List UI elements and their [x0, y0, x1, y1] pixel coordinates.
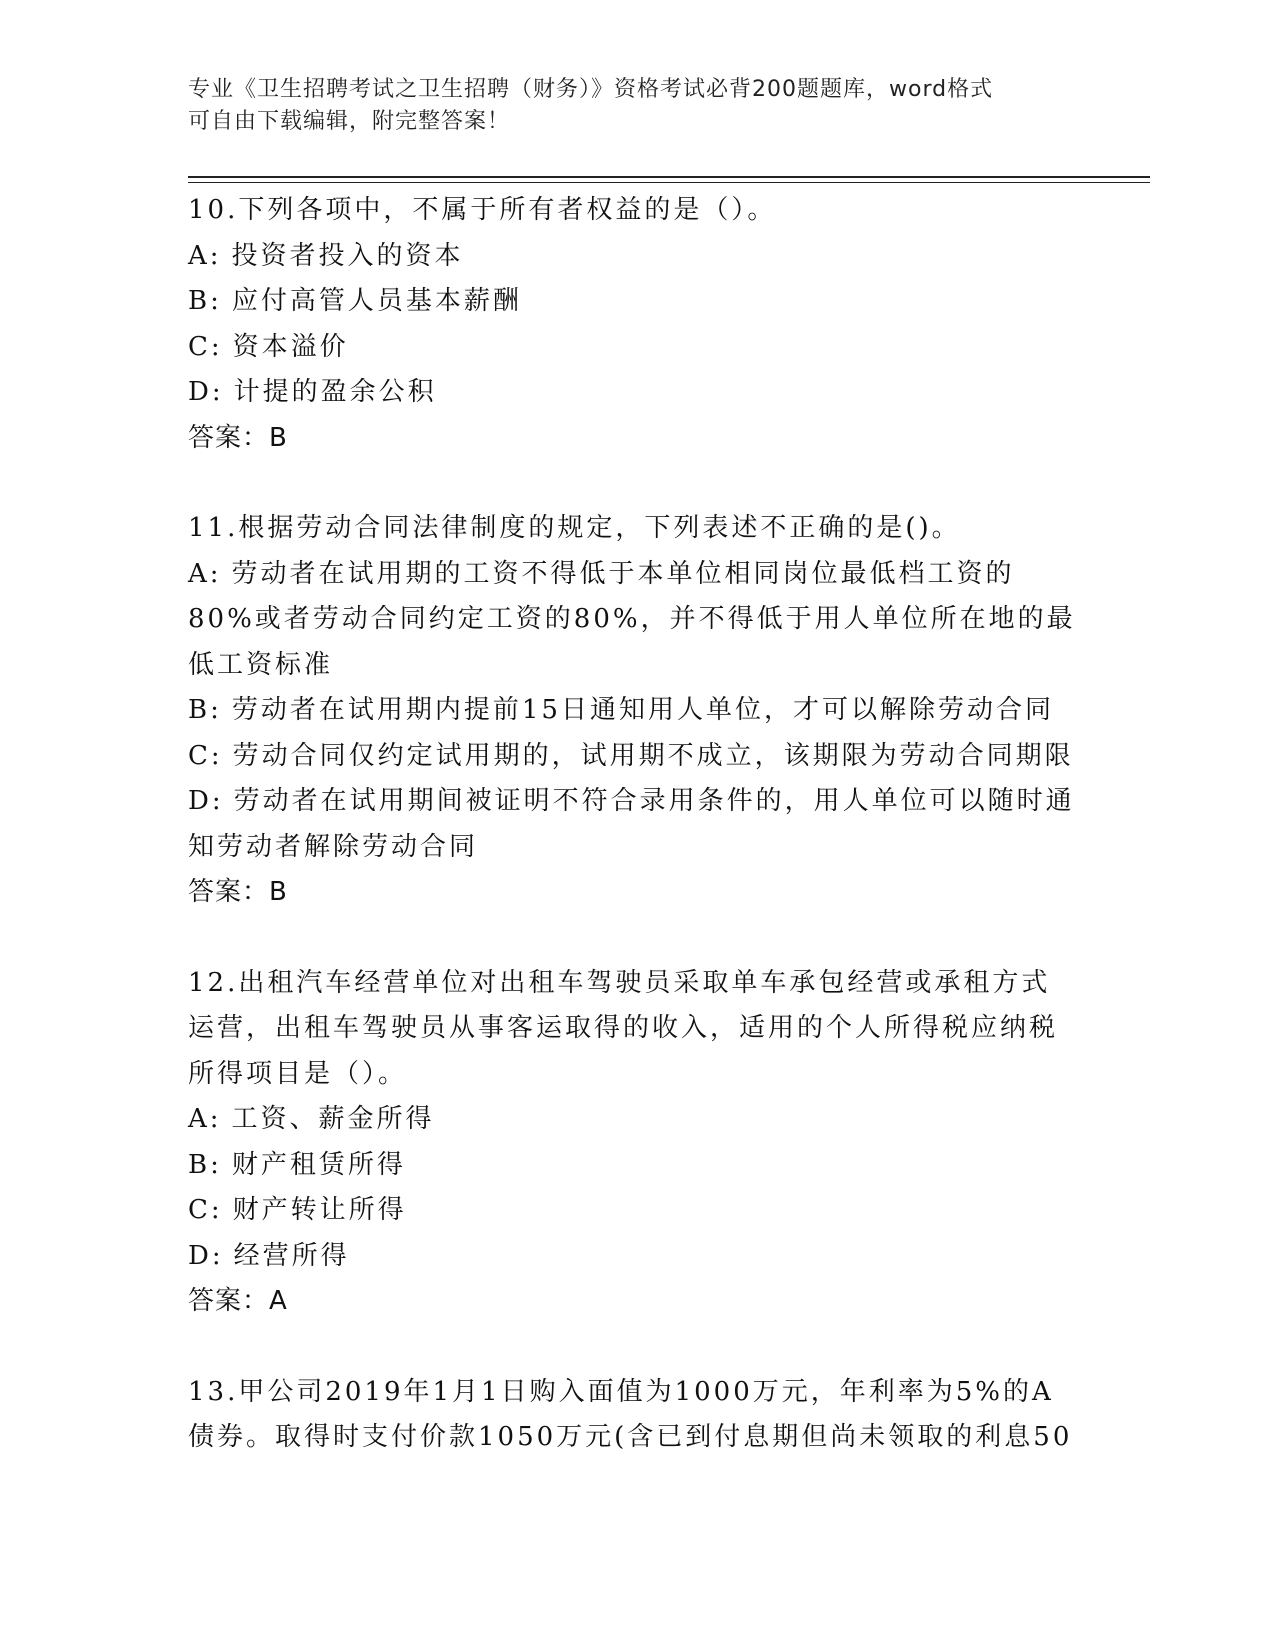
option-label: D: [188, 1240, 224, 1271]
option-b [188, 279, 1078, 325]
answer-line: 答案：B [188, 422, 288, 453]
option-text: 劳动合同仅约定试用期的，试用期不成立，该期限为劳动合同期限 [232, 740, 1074, 771]
option-text: 劳动者在试用期间被证明不符合录用条件的，用人单位可以随时通知劳动者解除劳动合同 [188, 786, 1075, 862]
option-label: B: [188, 695, 222, 725]
option-text: 经营所得 [233, 1240, 350, 1271]
question-stem: 13.甲公司2019年1月1日购入面值为1000万元，年利率为5%的A债券。取得时支付价款1050万元(含已到付息期但尚未领取的利息50 [188, 1376, 1073, 1452]
option-label: C: [188, 1195, 223, 1225]
option-label: A: [188, 1104, 222, 1134]
question-13 [188, 1370, 1078, 1461]
option-label: D: [188, 377, 224, 407]
option-c [188, 325, 1078, 371]
option-a [188, 552, 1078, 689]
question-11 [188, 506, 1078, 916]
header-divider-thick [188, 176, 1150, 178]
option-text: 应付高管人员基本薪酬 [231, 286, 522, 316]
option-label: B: [188, 286, 222, 316]
question-stem: 11.根据劳动合同法律制度的规定，下列表述不正确的是()。 [188, 513, 961, 543]
question-stem: 12.出租汽车经营单位对出租车驾驶员采取单车承包经营或承租方式运营，出租车驾驶员从事客运取得的收入，适用的个人所得税应纳税所得项目是（）。 [188, 967, 1059, 1089]
option-d [188, 779, 1078, 870]
option-label: C: [188, 331, 223, 362]
answer-line: 答案：B [188, 877, 288, 907]
question-12 [188, 961, 1078, 1325]
option-b [188, 688, 1078, 734]
question-stem: 10.下列各项中，不属于所有者权益的是（）。 [188, 195, 777, 225]
option-label: B: [188, 1149, 222, 1180]
option-d [188, 370, 1078, 416]
header-line-1: 专业《卫生招聘考试之卫生招聘（财务）》资格考试必背200题题库，word格式 [188, 77, 994, 102]
question-10 [188, 188, 1078, 461]
option-c [188, 734, 1078, 780]
option-text: 劳动者在试用期的工资不得低于本单位相同岗位最低档工资的80%或者劳动合同约定工资的80%，并不得低于用人单位所在地的最低工资标准 [188, 558, 1076, 680]
option-text: 工资、薪金所得 [231, 1104, 435, 1134]
option-text: 财产租赁所得 [231, 1149, 406, 1180]
option-text: 财产转让所得 [232, 1195, 407, 1225]
option-label: C: [188, 740, 223, 771]
header-divider-thin [188, 182, 1150, 183]
answer-line: 答案：A [188, 1286, 288, 1316]
option-label: D: [188, 786, 224, 816]
option-text: 劳动者在试用期内提前15日通知用人单位，才可以解除劳动合同 [231, 695, 1054, 725]
document-header [188, 74, 1068, 138]
question-list [188, 188, 1078, 1506]
option-a [188, 1097, 1078, 1143]
header-line-2: 可自由下载编辑，附完整答案！ [188, 109, 511, 134]
option-b [188, 1143, 1078, 1189]
option-label: A: [188, 558, 222, 589]
option-text: 计提的盈余公积 [233, 377, 437, 407]
option-d [188, 1234, 1078, 1280]
option-c [188, 1188, 1078, 1234]
option-label: A: [188, 240, 222, 271]
option-a [188, 234, 1078, 280]
option-text: 投资者投入的资本 [231, 240, 464, 271]
option-text: 资本溢价 [232, 331, 349, 362]
